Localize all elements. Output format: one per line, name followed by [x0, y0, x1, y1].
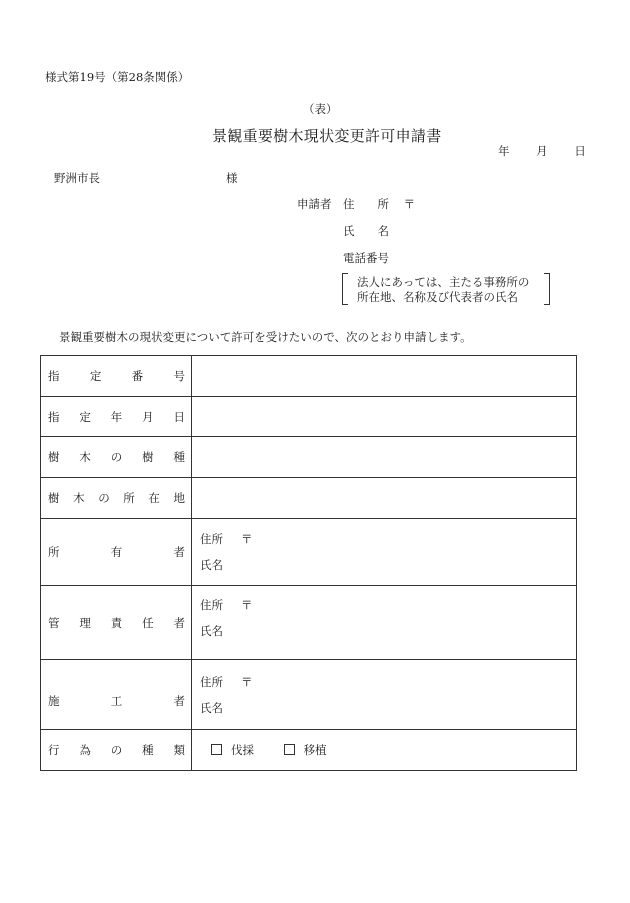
- side-indicator: （表）: [303, 102, 338, 116]
- designation-date-label: 指 定 年 月 日: [41, 397, 192, 437]
- owner-label: 所 有 者: [41, 519, 192, 586]
- applicant-address: [343, 196, 415, 212]
- option-felling[interactable]: 伐採: [211, 743, 254, 757]
- tree-location-label: 樹 木 の 所 在 地: [41, 478, 192, 519]
- row-manager: [41, 586, 577, 660]
- addressee-honorific: 様: [226, 171, 238, 185]
- contractor-label: 施 工 者: [41, 660, 192, 730]
- action-type-field: [192, 730, 577, 771]
- application-table: [40, 355, 577, 771]
- row-contractor: [41, 660, 577, 730]
- applicant-name-label: 氏 名: [343, 224, 389, 238]
- corporate-note: [342, 273, 550, 303]
- addressee-name: 野洲市長: [54, 171, 100, 185]
- contractor-address-line: 住所 〒: [200, 674, 253, 689]
- bracket-right: [544, 273, 550, 305]
- bracket-left: [342, 273, 348, 305]
- corporate-note-line2: 所在地、名称及び代表者の氏名: [357, 290, 518, 304]
- manager-address-line: 住所 〒: [200, 597, 253, 612]
- designation-number-label: 指 定 番 号: [41, 356, 192, 397]
- owner-field[interactable]: [192, 519, 577, 586]
- transplant-checkbox[interactable]: [284, 744, 295, 755]
- owner-address-line: 住所 〒: [200, 532, 253, 546]
- action-type-label: 行 為 の 種 類: [41, 730, 192, 771]
- form-title: 景観重要樹木現状変更許可申請書: [212, 127, 442, 145]
- postal-mark: 〒: [403, 197, 416, 211]
- date-year: 年: [498, 144, 510, 158]
- date-day: 日: [574, 144, 586, 158]
- row-owner: [41, 519, 577, 586]
- row-action-type: [41, 730, 577, 771]
- option-transplant[interactable]: 移植: [284, 743, 327, 757]
- contractor-name-line: 氏名: [200, 700, 223, 715]
- applicant-phone-label: 電話番号: [343, 251, 389, 265]
- manager-field[interactable]: [192, 586, 577, 660]
- felling-checkbox[interactable]: [211, 744, 222, 755]
- row-tree-species: [41, 437, 577, 478]
- date-month: 月: [536, 144, 548, 158]
- applicant-label: 申請者: [297, 197, 332, 211]
- row-designation-number: [41, 356, 577, 397]
- manager-name-line: 氏名: [200, 623, 223, 638]
- style-number: 様式第19号（第28条関係）: [45, 70, 190, 84]
- tree-species-label: 樹 木 の 樹 種: [41, 437, 192, 478]
- date-line: [498, 143, 586, 159]
- corporate-note-line1: 法人にあっては、主たる事務所の: [357, 275, 530, 289]
- applicant-address-label: 住 所: [343, 197, 389, 211]
- designation-number-field[interactable]: [192, 356, 577, 397]
- owner-name-line: 氏名: [200, 558, 223, 572]
- tree-species-field[interactable]: [192, 437, 577, 478]
- row-designation-date: [41, 397, 577, 437]
- designation-date-field[interactable]: [192, 397, 577, 437]
- manager-label: 管 理 責 任 者: [41, 586, 192, 660]
- contractor-field[interactable]: [192, 660, 577, 730]
- intro-text: 景観重要樹木の現状変更について許可を受けたいので、次のとおり申請します。: [59, 330, 472, 344]
- row-tree-location: [41, 478, 577, 519]
- tree-location-field[interactable]: [192, 478, 577, 519]
